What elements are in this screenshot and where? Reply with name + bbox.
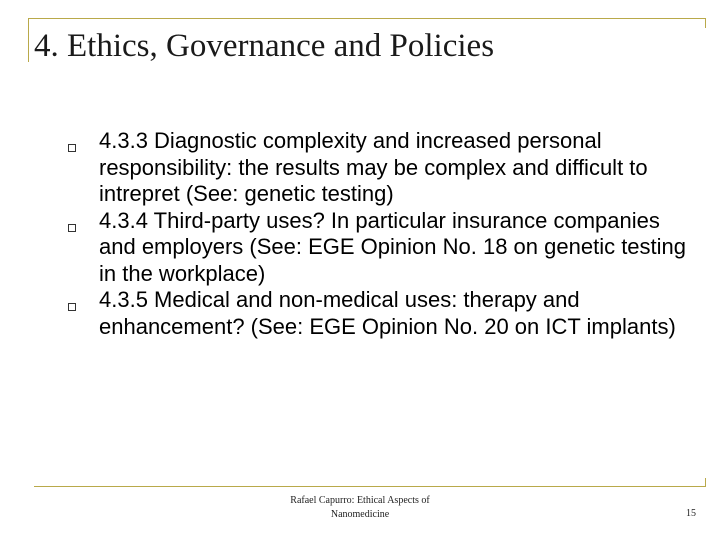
square-bullet-icon bbox=[68, 224, 76, 232]
bullet-item bbox=[66, 128, 686, 208]
footer-line-1: Rafael Capurro: Ethical Aspects of bbox=[290, 495, 430, 506]
square-bullet-icon bbox=[68, 144, 76, 152]
bottom-rule-tick bbox=[705, 478, 706, 487]
bullet-list bbox=[66, 128, 686, 340]
page-number: 15 bbox=[686, 508, 696, 519]
bullet-item bbox=[66, 287, 686, 340]
footer-author-title bbox=[240, 494, 480, 522]
top-rule bbox=[28, 18, 706, 19]
bullet-item bbox=[66, 208, 686, 288]
footer-line-2: Nanomedicine bbox=[330, 509, 390, 520]
slide-title: 4. Ethics, Governance and Policies bbox=[34, 28, 495, 64]
bullet-text: 4.3.3 Diagnostic complexity and increased personal responsibility: the results may be complex and difficult to intrepret (See: genetic testing) bbox=[99, 128, 648, 206]
square-bullet-icon bbox=[68, 303, 76, 311]
bullet-text: 4.3.5 Medical and non-medical uses: therapy and enhancement? (See: EGE Opinion No. 20 on ICT implants) bbox=[99, 287, 676, 339]
bullet-text: 4.3.4 Third-party uses? In particular insurance companies and employers (See: EGE Opinion No. 18 on genetic testing in the workplace) bbox=[99, 207, 687, 286]
bottom-rule bbox=[34, 486, 706, 487]
top-right-rule-tick bbox=[705, 18, 706, 28]
top-left-rule-tick bbox=[28, 18, 29, 62]
